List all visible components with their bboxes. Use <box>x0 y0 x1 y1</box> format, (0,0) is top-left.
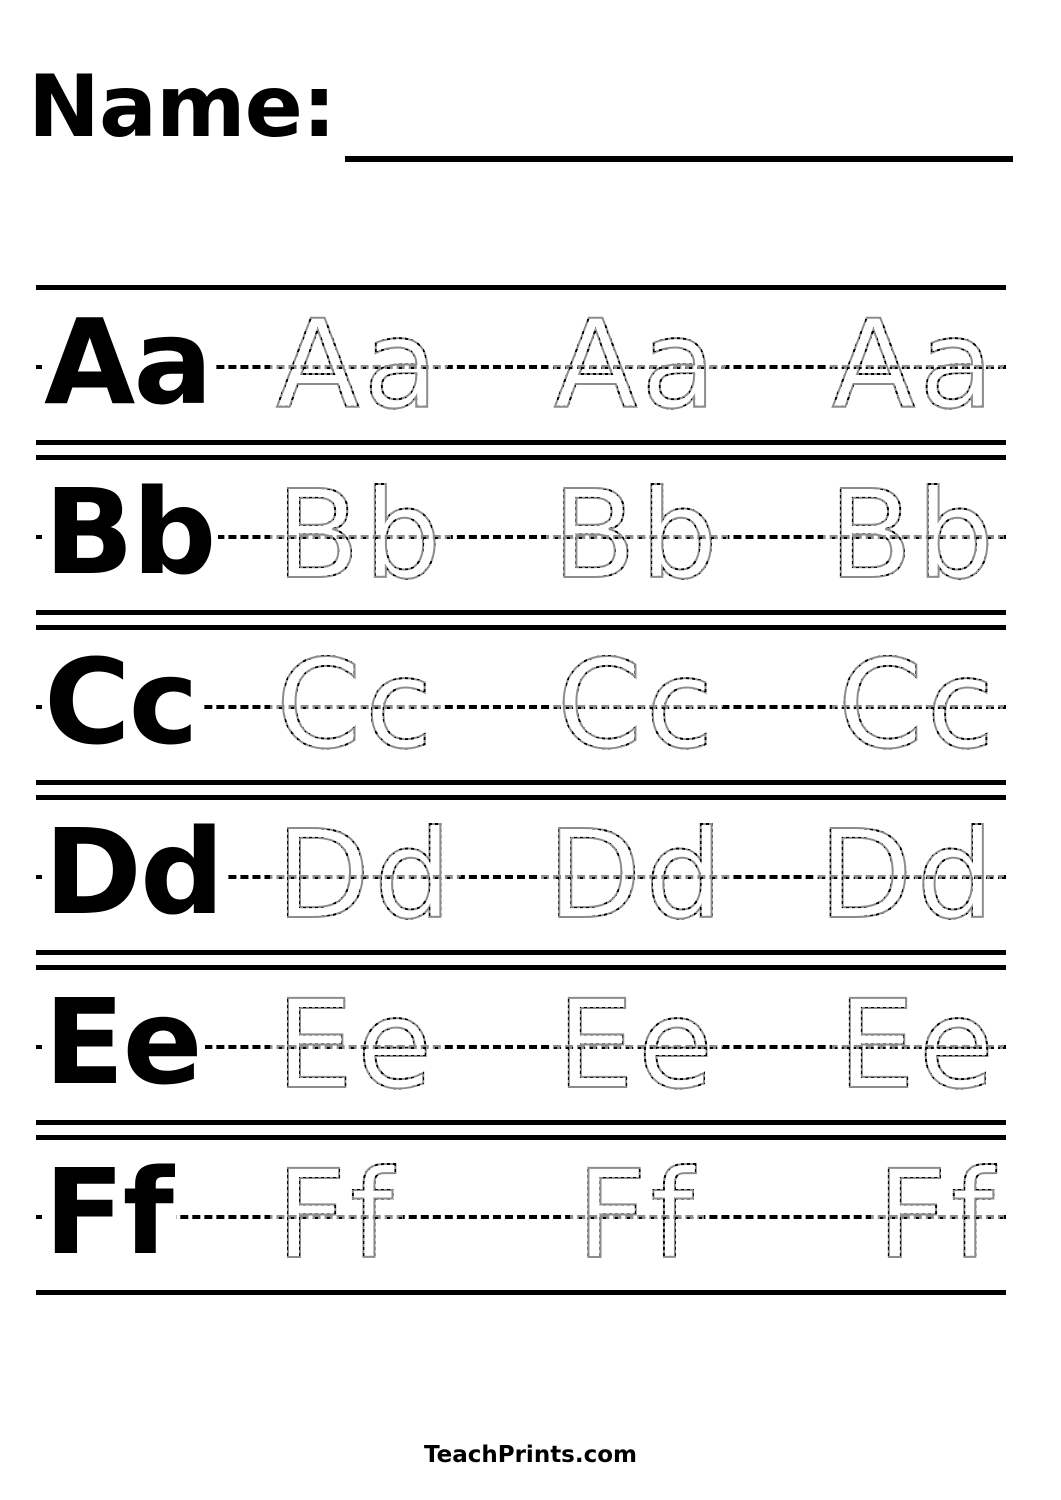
trace-pair: Dd <box>547 804 727 946</box>
trace-row-f <box>36 1135 1006 1295</box>
row-key-letter: Ee <box>42 983 205 1107</box>
trace-pair: Dd <box>818 804 998 946</box>
row-key-letter: Cc <box>42 643 201 767</box>
baseline-top <box>36 1135 1006 1140</box>
trace-row-d <box>36 795 1006 955</box>
baseline-top <box>36 625 1006 630</box>
baseline-top <box>36 285 1006 290</box>
trace-row-b <box>36 455 1006 615</box>
trace-pair: Ee <box>556 974 718 1116</box>
trace-pair: Aa <box>276 294 443 436</box>
row-key-letter: Bb <box>42 473 218 597</box>
baseline-bottom <box>36 780 1006 785</box>
trace-pair: Ee <box>837 974 998 1116</box>
trace-pair: Bb <box>828 464 998 606</box>
trace-pair: Ff <box>276 1144 398 1286</box>
baseline-top <box>36 795 1006 800</box>
trace-row-e <box>36 965 1006 1125</box>
row-key-letter: Ff <box>42 1153 176 1277</box>
baseline-bottom <box>36 440 1006 445</box>
baseline-bottom <box>36 1290 1006 1295</box>
baseline-top <box>36 965 1006 970</box>
trace-pair: Cc <box>276 634 437 776</box>
midline-dashed <box>36 1215 1006 1219</box>
row-key-letter: Dd <box>42 813 226 937</box>
trace-row-a <box>36 285 1006 445</box>
name-field-row <box>28 42 1013 172</box>
tracing-rows <box>36 285 1006 1305</box>
row-key-letter: Aa <box>42 303 215 427</box>
footer-credit: TeachPrints.com <box>423 1442 638 1468</box>
trace-pair: Cc <box>556 634 718 776</box>
trace-pair: Ff <box>876 1144 998 1286</box>
trace-pair: Bb <box>552 464 722 606</box>
trace-pair: Ff <box>576 1144 698 1286</box>
trace-pair: Ee <box>276 974 437 1116</box>
baseline-bottom <box>36 610 1006 615</box>
trace-pair: Aa <box>553 294 721 436</box>
name-label: Name: <box>28 57 336 157</box>
trace-pair: Bb <box>276 464 446 606</box>
name-input-line[interactable] <box>345 156 1013 162</box>
baseline-bottom <box>36 1120 1006 1125</box>
trace-pair: Dd <box>276 804 456 946</box>
trace-pair: Cc <box>837 634 998 776</box>
baseline-top <box>36 455 1006 460</box>
trace-row-c <box>36 625 1006 785</box>
baseline-bottom <box>36 950 1006 955</box>
trace-pair: Aa <box>831 294 998 436</box>
